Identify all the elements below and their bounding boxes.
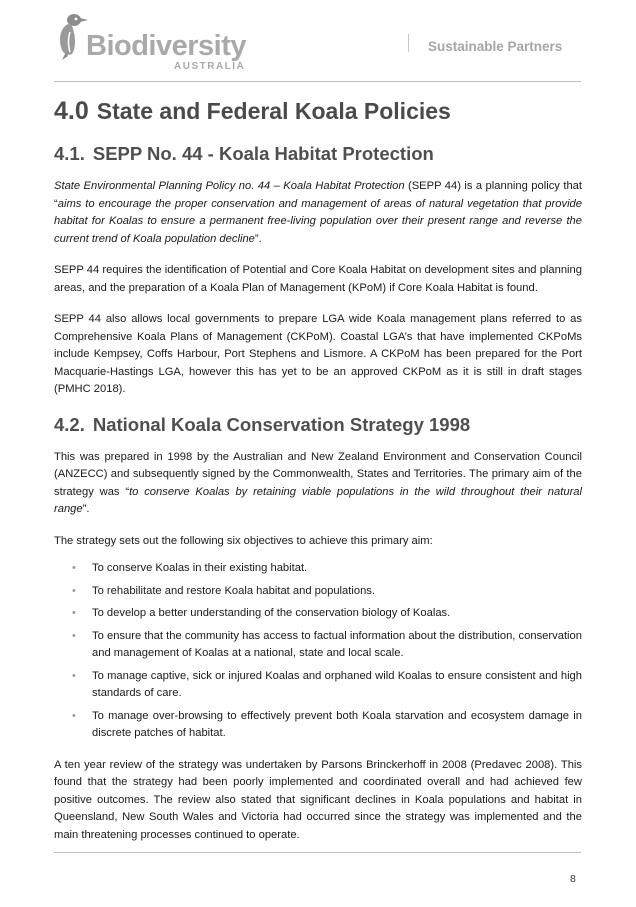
list-item xyxy=(54,628,582,663)
text-run: ”. xyxy=(254,232,262,245)
text-run: (SEPP 44) is a planning policy that “ xyxy=(54,180,582,210)
policy-quote: aims to encourage the proper conservation and management of areas of natural vegetation that provide habitat for Koalas to ensure a permanent free-living population over their present range and reverse the current trend of Koala population decline xyxy=(54,197,582,245)
paragraph-ten-year-review: A ten year review of the strategy was undertaken by Parsons Brinckerhoff in 2008 (Predavec 2008). This found that the strategy had been poorly implemented and coordinated overall and had achieved few positive outcomes. The review also stated that significant declines in Koala populations and habitat in Queensland, New South Wales and Victoria had occurred since the strategy was implemented and the main threatening processes continued to operate. xyxy=(54,758,582,841)
bullet-icon: • xyxy=(72,584,76,597)
section-number: 4.2. xyxy=(54,413,85,435)
header-divider xyxy=(408,34,409,52)
section-title: SEPP No. 44 - Koala Habitat Protection xyxy=(92,143,434,164)
logo-wordmark: Biodiversity xyxy=(86,30,246,62)
bullet-icon: • xyxy=(72,709,76,722)
text-run: This was prepared in 1998 by the Australian and New Zealand Environment and Conservation Council (ANZECC) and subsequently signed by the Commonwealth, States and Territories. The primary aim of the strategy was “ xyxy=(54,450,582,498)
list-item xyxy=(54,583,582,601)
policy-title: State Environmental Planning Policy no. 44 – Koala Habitat Protection xyxy=(54,180,405,192)
objectives-list xyxy=(54,560,582,743)
logo-subtitle: AUSTRALIA xyxy=(174,61,246,72)
header-rule xyxy=(54,81,581,82)
section-heading-4-2 xyxy=(54,413,582,437)
page-content xyxy=(54,96,582,858)
bullet-icon: • xyxy=(72,562,76,574)
bullet-icon: • xyxy=(72,629,76,642)
page-number: 8 xyxy=(570,873,576,885)
strategy-aim-quote: to conserve Koalas by retaining viable populations in the wild throughout their natural range xyxy=(54,485,582,515)
bullet-icon: • xyxy=(72,669,76,682)
section-number: 4.1. xyxy=(54,143,85,164)
list-item-text: To ensure that the community has access to factual information about the distribution, conservation and management of Koalas at a national, state and local scale. xyxy=(92,629,582,659)
title-text: State and Federal Koala Policies xyxy=(96,98,451,124)
bullet-icon: • xyxy=(72,607,76,619)
list-item-text: To conserve Koalas in their existing habitat. xyxy=(92,562,308,574)
list-item-text: To manage captive, sick or injured Koalas and orphaned wild Koalas to ensure consistent and high standards of care. xyxy=(92,669,582,699)
list-item-text: To develop a better understanding of the conservation biology of Koalas. xyxy=(92,607,451,619)
list-item-text: To manage over-browsing to effectively prevent both Koala starvation and ecosystem damage in discrete patches of habitat. xyxy=(92,709,582,739)
section-heading-4-1 xyxy=(54,142,582,166)
paragraph-sepp44-ckpom: SEPP 44 also allows local governments to prepare LGA wide Koala management plans referred to as Comprehensive Koala Plans of Management (CKPoM). Coastal LGA’s that have implemented CKPoMs include Kempsey, Coffs Harbour, Port Stephens and Lismore. A CKPoM has been prepared for the Port Macquarie-Hastings LGA, however this has yet to be an approved CKPoM as it is still in draft stages (PMHC 2018). xyxy=(54,313,582,395)
section-title: National Koala Conservation Strategy 1998 xyxy=(92,413,471,435)
paragraph-sepp44-requirements: SEPP 44 requires the identification of Potential and Core Koala Habitat on development sites and planning areas, and the preparation of a Koala Plan of Management (KPoM) if Core Koala Habitat is found. xyxy=(54,264,582,294)
list-item xyxy=(54,668,582,703)
page-title xyxy=(54,96,582,126)
list-item xyxy=(54,560,582,578)
footer-rule xyxy=(54,852,581,853)
paragraph-strategy-intro xyxy=(54,449,582,519)
text-run: ”. xyxy=(82,503,90,515)
list-item xyxy=(54,708,582,743)
title-number: 4.0 xyxy=(54,97,89,125)
bird-logo-icon xyxy=(54,12,88,60)
paragraph-objectives-lead: The strategy sets out the following six objectives to achieve this primary aim: xyxy=(54,534,433,547)
list-item-text: To rehabilitate and restore Koala habitat and populations. xyxy=(92,584,375,597)
header-tagline: Sustainable Partners xyxy=(428,39,563,54)
paragraph-sepp44-intro xyxy=(54,178,582,248)
biodiversity-australia-logo xyxy=(54,10,254,72)
list-item xyxy=(54,605,582,623)
